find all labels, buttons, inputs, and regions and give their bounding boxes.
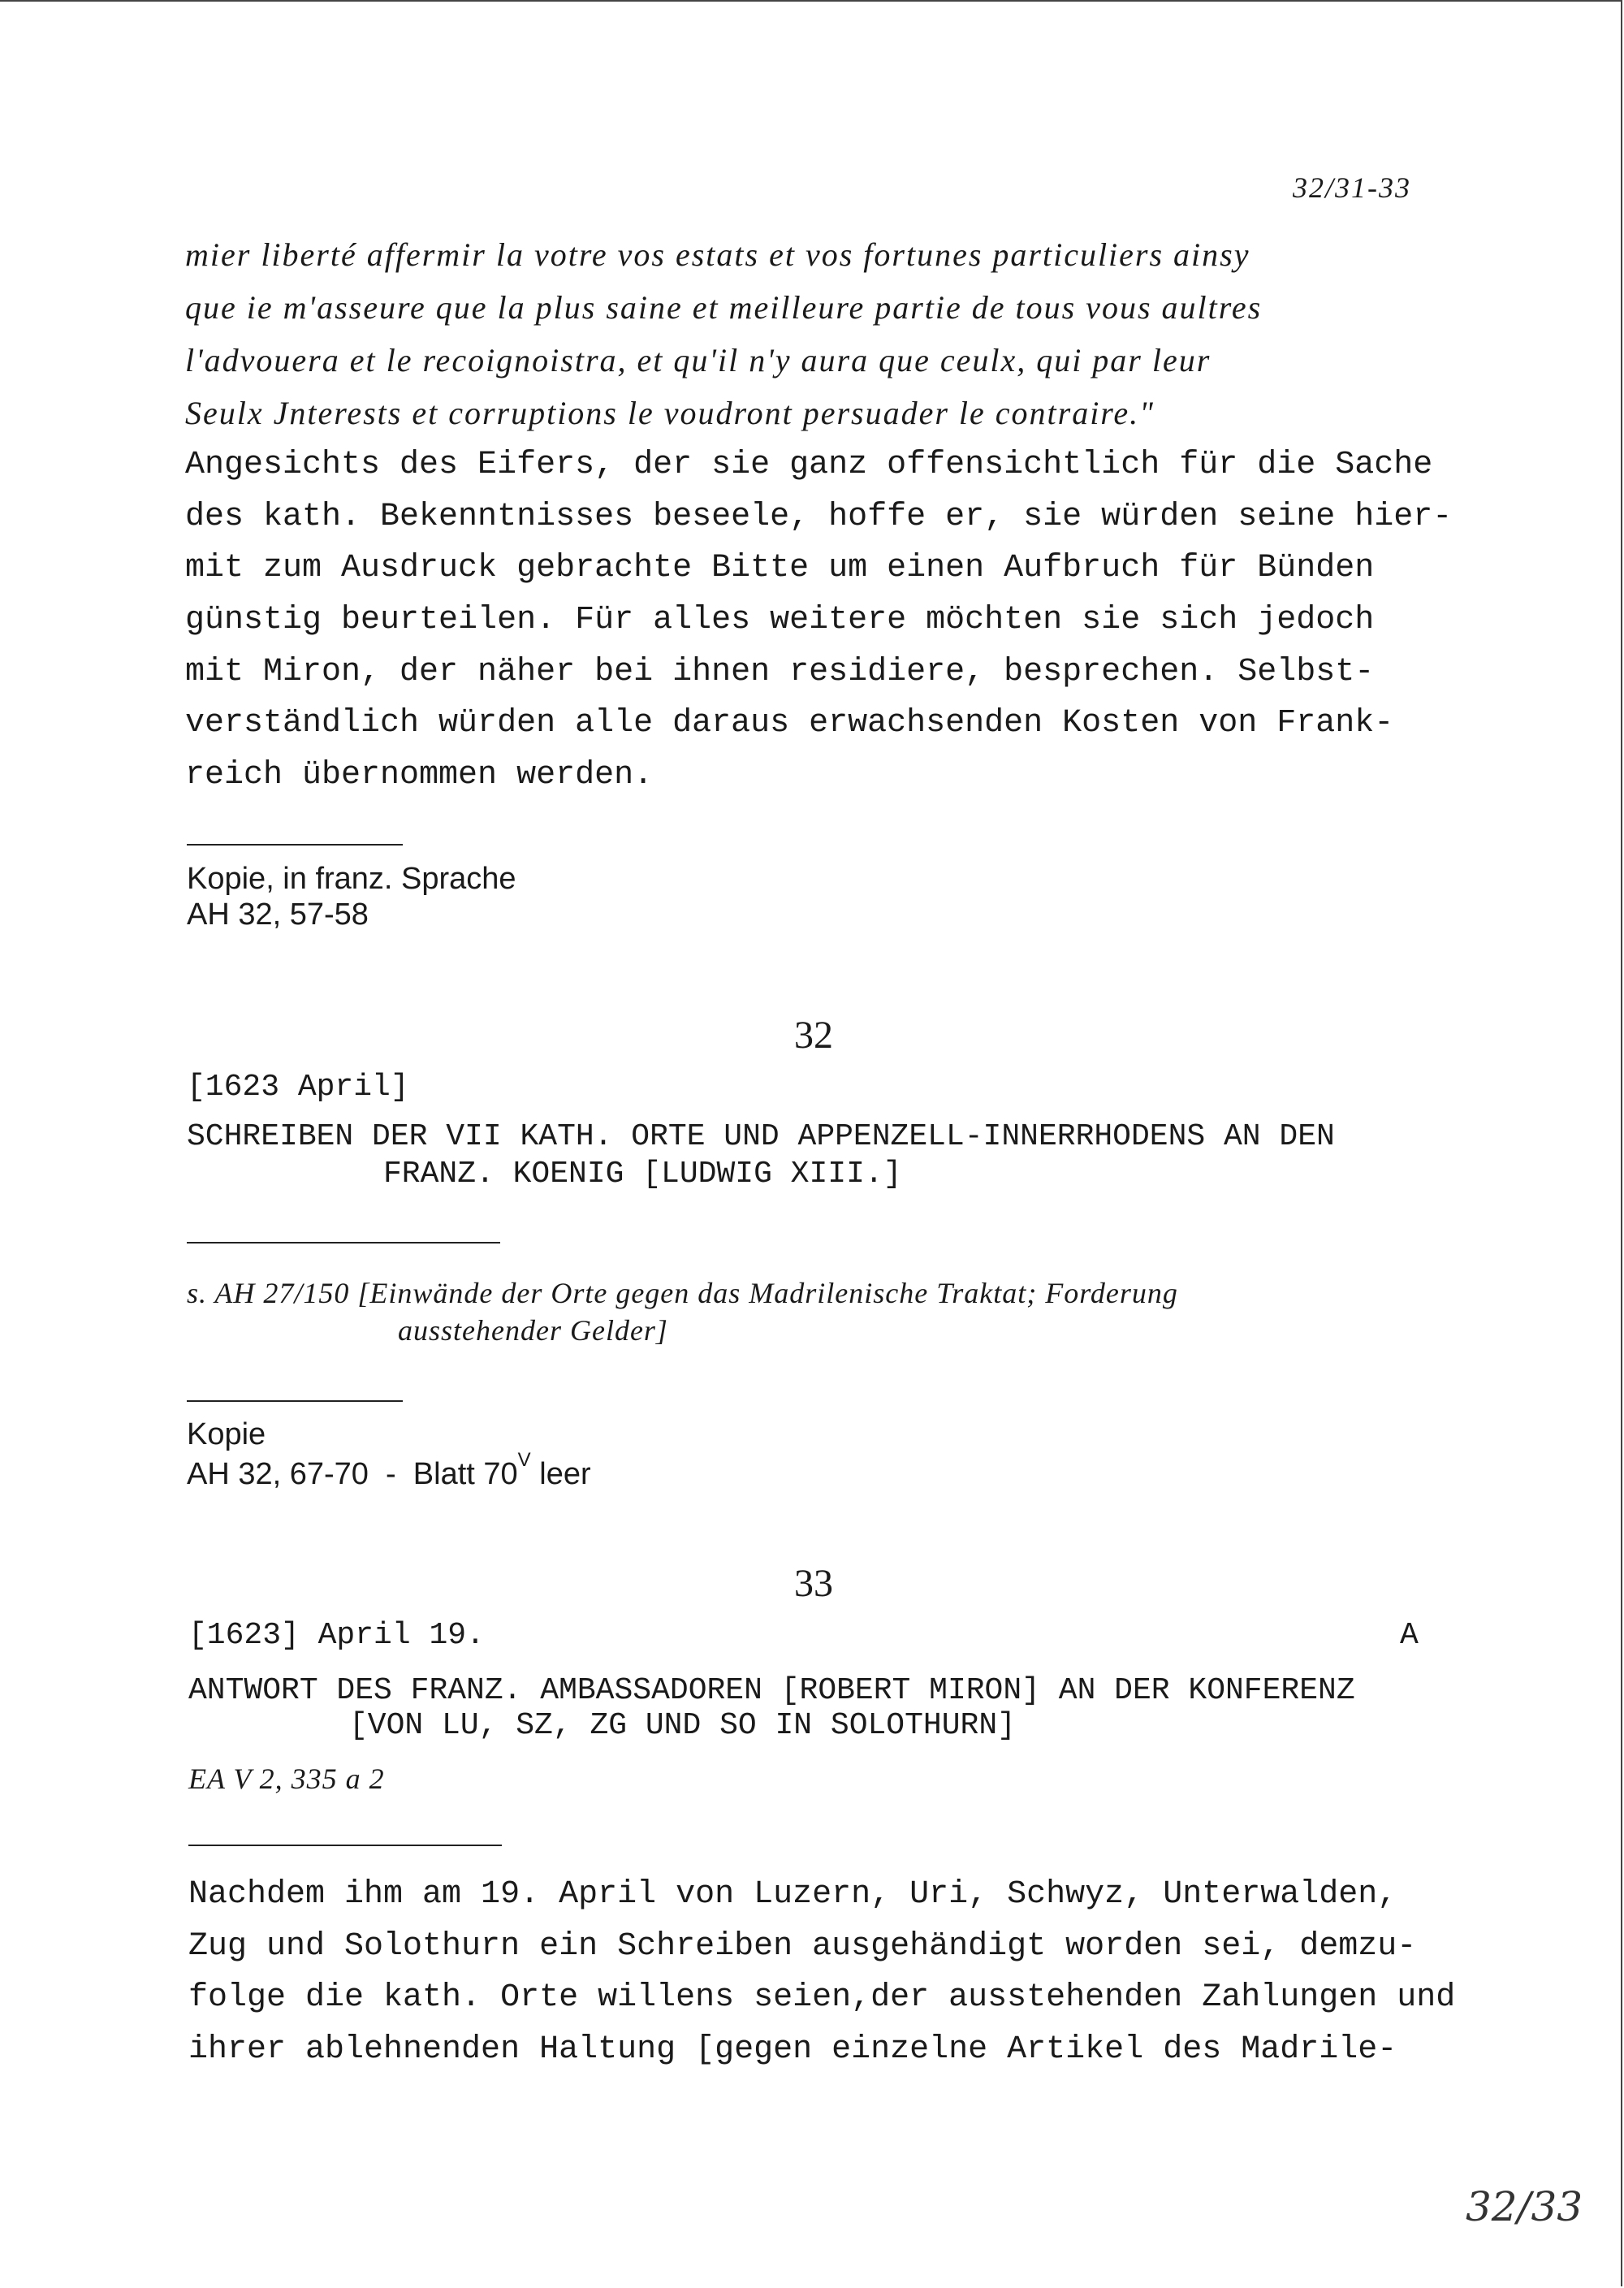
body-line: Zug und Solothurn ein Schreiben ausgehändigt worden sei, demzu- [188, 1928, 1417, 1965]
body-line: verständlich würden alle daraus erwachsenden Kosten von Frank- [185, 705, 1394, 742]
quote-line: que ie m'asseure que la plus saine et meilleure partie de tous vous aultres [185, 289, 1263, 326]
body-line: reich übernommen werden. [185, 757, 654, 794]
document-date: [1623 April] [187, 1070, 409, 1105]
divider [187, 1400, 403, 1402]
document-title-cont: FRANZ. KOENIG [LUDWIG XIII.] [383, 1157, 902, 1192]
document-title: SCHREIBEN DER VII KATH. ORTE UND APPENZELL-INNERRHODENS AN DEN [187, 1119, 1335, 1154]
document-number: 33 [794, 1562, 833, 1605]
source-line: Kopie [187, 1417, 266, 1451]
superscript: V [517, 1449, 531, 1471]
quote-line: l'advouera et le recoignoistra, et qu'il n'y aura que ceulx, qui par leur [185, 342, 1212, 378]
handwritten-page-number: 32/33 [1466, 2183, 1583, 2230]
quote-line: Seulx Jnterests et corruptions le voudront persuader le contraire." [185, 395, 1155, 431]
quote-line: mier liberté affermir la votre vos estats et vos fortunes particuliers ainsy [185, 236, 1250, 273]
document-title-cont: [VON LU, SZ, ZG UND SO IN SOLOTHURN] [349, 1708, 1016, 1743]
body-line: des kath. Bekenntnisses beseele, hoffe er, sie würden seine hier- [185, 499, 1453, 535]
divider [187, 1242, 500, 1243]
source-line: Kopie, in franz. Sprache [187, 862, 516, 896]
divider [188, 1845, 502, 1846]
body-line: folge die kath. Orte willens seien,der ausstehenden Zahlungen und [188, 1979, 1456, 2016]
page-reference: 32/31-33 [1293, 171, 1411, 204]
body-line: günstig beurteilen. Für alles weitere möchten sie sich jedoch [185, 602, 1375, 638]
body-line: mit zum Ausdruck gebrachte Bitte um einen Aufbruch für Bünden [185, 550, 1375, 586]
document-number: 32 [794, 1014, 833, 1057]
document-date: [1623] April 19. [188, 1618, 485, 1653]
divider [187, 844, 403, 846]
source-line: AH 32, 57-58 [187, 897, 369, 932]
reference-line: EA V 2, 335 a 2 [188, 1762, 385, 1795]
document-marker: A [1400, 1618, 1419, 1653]
body-line: mit Miron, der näher bei ihnen residiere, besprechen. Selbst- [185, 654, 1375, 690]
body-line: Nachdem ihm am 19. April von Luzern, Uri, Schwyz, Unterwalden, [188, 1876, 1397, 1913]
body-line: Angesichts des Eifers, der sie ganz offensichtlich für die Sache [185, 447, 1433, 483]
document-title: ANTWORT DES FRANZ. AMBASSADOREN [ROBERT MIRON] AN DER KONFERENZ [188, 1673, 1355, 1708]
body-line: ihrer ablehnenden Haltung [gegen einzelne Artikel des Madrile- [188, 2031, 1397, 2068]
source-line: AH 32, 67-70 - Blatt $70^V$ leer [187, 1449, 591, 1491]
reference-line: ausstehender Gelder] [398, 1314, 668, 1347]
reference-line: s. AH 27/150 [Einwände der Orte gegen das Madrilenische Traktat; Forderung [187, 1277, 1178, 1309]
